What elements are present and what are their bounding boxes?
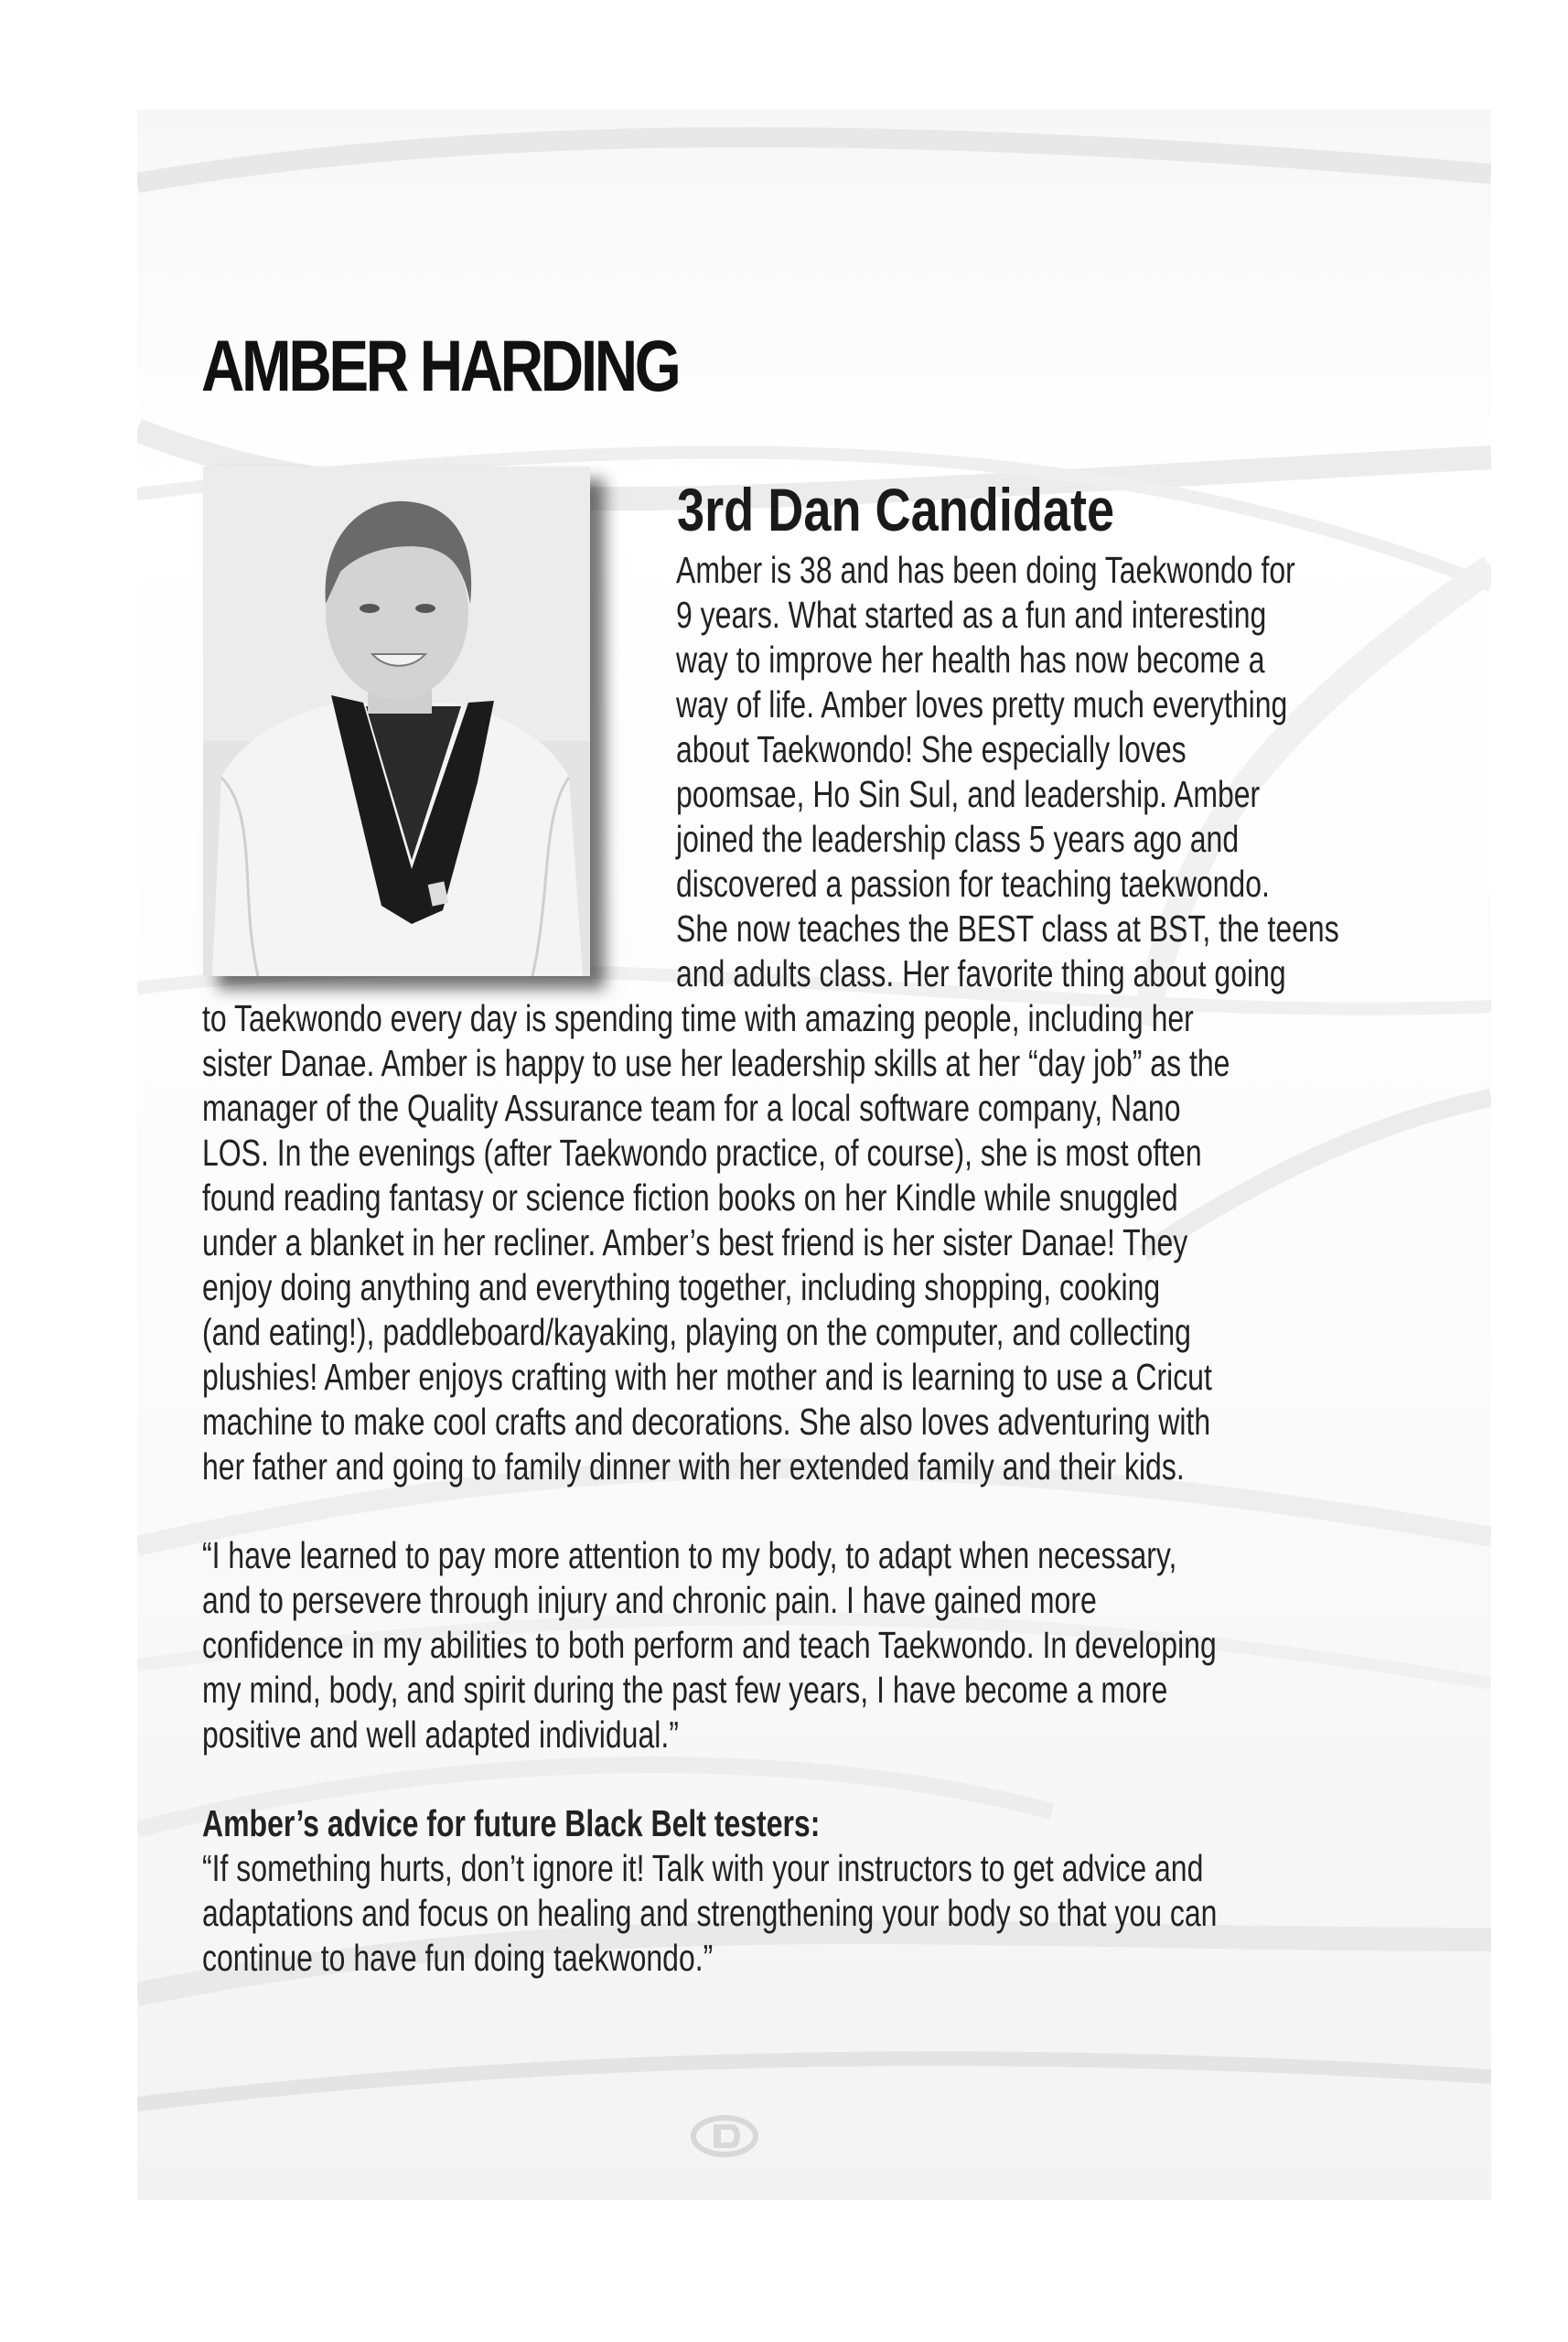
bio-line: under a blanket in her recliner. Amber’s best friend is her sister Danae! They [202,1221,1188,1263]
bio-line: and adults class. Her favorite thing about going [676,952,1286,994]
bio-line: poomsae, Ho Sin Sul, and leadership. Amber [676,773,1261,815]
bio-line: sister Danae. Amber is happy to use her leadership skills at her “day job” as the [202,1042,1230,1084]
bio-line: way to improve her health has now become a [676,639,1265,681]
advice-line: continue to have fun doing taekwondo.” [202,1937,714,1979]
bio-line: her father and going to family dinner with her extended family and their kids. [202,1445,1185,1488]
bio-line: She now teaches the BEST class at BST, the teens [676,908,1339,950]
school-logo-icon [688,2111,761,2161]
bio-line: 9 years. What started as a fun and interesting [676,594,1267,636]
bio-line: plushies! Amber enjoys crafting with her mother and is learning to use a Cricut [202,1356,1212,1398]
portrait-photo-illustration [203,467,590,976]
quote-line: “I have learned to pay more attention to my body, to adapt when necessary, [202,1534,1177,1576]
bio-line: found reading fantasy or science fiction books on her Kindle while snuggled [202,1176,1178,1219]
bio-line: discovered a passion for teaching taekwondo. [676,863,1270,905]
quote-line: confidence in my abilities to both perform and teach Taekwondo. In developing [202,1624,1217,1666]
advice-heading: Amber’s advice for future Black Belt testers: [202,1802,821,1844]
bio-line: machine to make cool crafts and decorations. She also loves adventuring with [202,1401,1211,1443]
bio-line: about Taekwondo! She especially loves [676,728,1187,770]
advice-line: “If something hurts, don’t ignore it! Talk with your instructors to get advice and [202,1847,1204,1889]
bio-line: joined the leadership class 5 years ago and [676,818,1240,860]
bio-line: LOS. In the evenings (after Taekwondo practice, of course), she is most often [202,1132,1202,1174]
quote-line: and to persevere through injury and chronic pain. I have gained more [202,1579,1097,1621]
quote-line: my mind, body, and spirit during the past few years, I have become a more [202,1669,1168,1711]
candidate-name: AMBER HARDING [201,325,679,406]
bio-line: to Taekwondo every day is spending time with amazing people, including her [202,997,1194,1039]
quote-line: positive and well adapted individual.” [202,1714,679,1756]
bio-line: Amber is 38 and has been doing Taekwondo for [676,549,1295,591]
advice-line: adaptations and focus on healing and strengthening your body so that you can [202,1892,1218,1934]
bio-line: enjoy doing anything and everything together, including shopping, cooking [202,1266,1161,1308]
bio-line: way of life. Amber loves pretty much everything [676,683,1288,725]
bio-line: manager of the Quality Assurance team for a local software company, Nano [202,1087,1181,1129]
rank-subtitle: 3rd Dan Candidate [677,476,1115,543]
bio-line: (and eating!), paddleboard/kayaking, playing on the computer, and collecting [202,1311,1191,1353]
portrait-photo [203,467,590,976]
